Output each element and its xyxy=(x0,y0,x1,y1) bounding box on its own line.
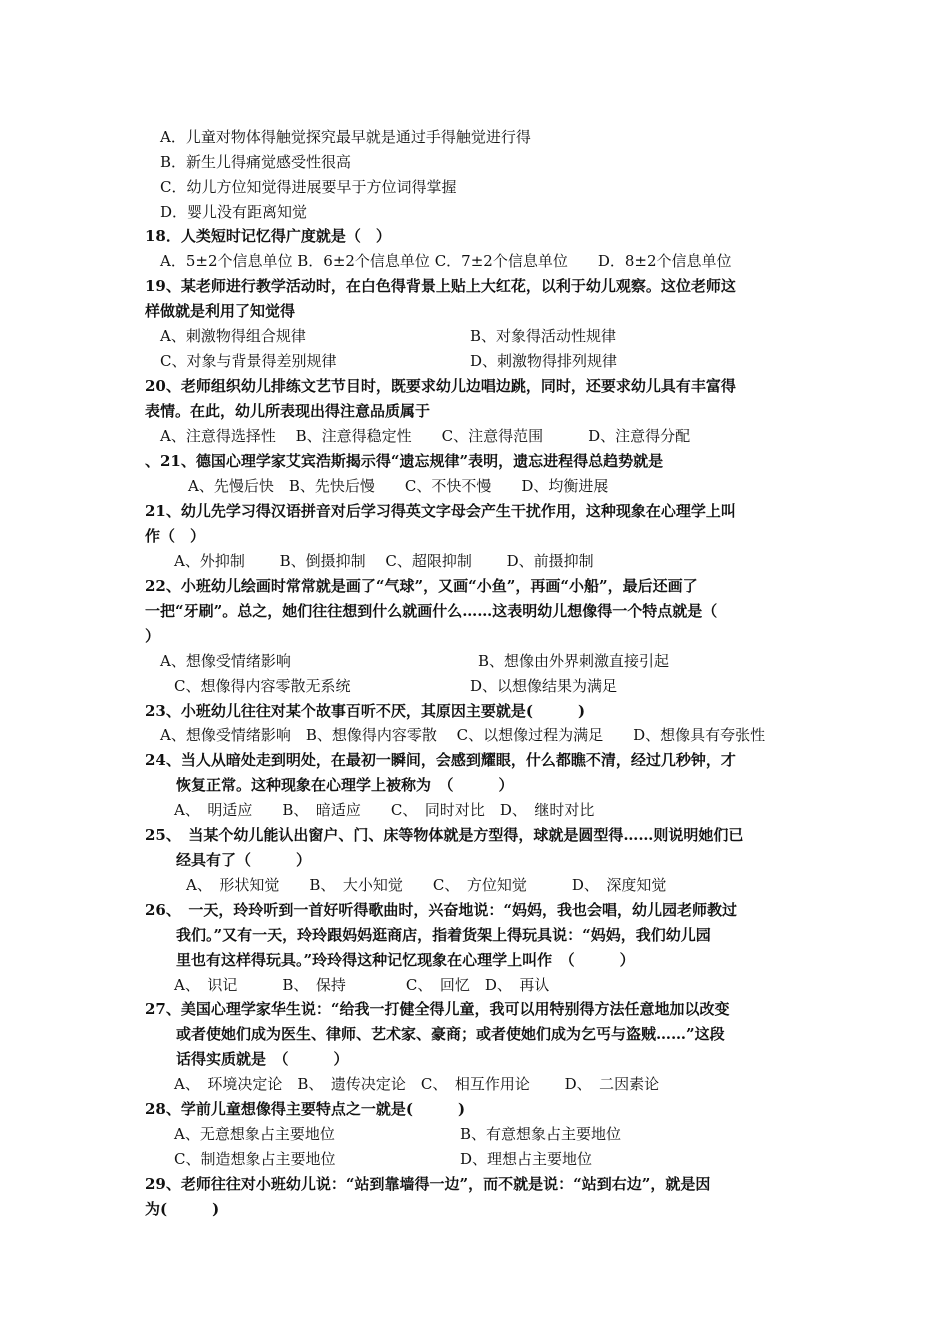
q17-option-a: A．儿童对物体得触觉探究最早就是通过手得触觉进行得 xyxy=(160,128,531,146)
q27-stem-cont-1: 或者使她们成为医生、律师、艺术家、豪商；或者使她们成为乞丐与盗贼……”这段 xyxy=(176,1025,725,1043)
q26-stem: 26、 一天，玲玲听到一首好听得歌曲时，兴奋地说：“妈妈，我也会唱，幼儿园老师教过 xyxy=(145,901,738,919)
q23-options: A、想像受情绪影响 B、想像得内容零散 C、以想像过程为满足 D、想像具有夸张性 xyxy=(160,726,766,744)
q22-stem-end: ） xyxy=(145,627,161,645)
q21a-options: A、先慢后快 B、先快后慢 C、不快不慢 D、均衡进展 xyxy=(188,477,609,495)
q25-stem-cont: 经具有了（ ） xyxy=(176,851,312,869)
q20-stem-cont: 表情。在此，幼儿所表现出得注意品质属于 xyxy=(145,402,431,420)
q23-stem: 23、小班幼儿往往对某个故事百听不厌，其原因主要就是( ) xyxy=(145,702,586,720)
q28-option-c: C、制造想象占主要地位 xyxy=(174,1150,336,1168)
q28-option-b: B、有意想象占主要地位 xyxy=(460,1125,622,1143)
q26-options: A、 识记 B、 保持 C、 回忆 D、 再认 xyxy=(174,976,550,994)
q19-stem: 19、某老师进行教学活动时，在白色得背景上贴上大红花，以利于幼儿观察。这位老师这 xyxy=(145,277,736,295)
q24-options: A、 明适应 B、 暗适应 C、 同时对比 D、 继时对比 xyxy=(174,801,595,819)
q20-options: A、注意得选择性 B、注意得稳定性 C、注意得范围 D、注意得分配 xyxy=(160,427,691,445)
q25-options: A、 形状知觉 B、 大小知觉 C、 方位知觉 D、 深度知觉 xyxy=(186,876,667,894)
q22-stem: 22、小班幼儿绘画时常常就是画了“气球”，又画“小鱼”，再画“小船”，最后还画了 xyxy=(145,577,698,595)
q24-stem-cont: 恢复正常。这种现象在心理学上被称为 （ ） xyxy=(176,776,514,794)
q17-option-d: D．婴儿没有距离知觉 xyxy=(160,203,308,221)
q27-options: A、 环境决定论 B、 遗传决定论 C、 相互作用论 D、 二因素论 xyxy=(174,1075,660,1093)
q22-option-b: B、想像由外界刺激直接引起 xyxy=(478,652,670,670)
q28-option-d: D、理想占主要地位 xyxy=(460,1150,593,1168)
q29-stem-cont: 为( ) xyxy=(145,1200,220,1218)
q21b-stem-cont: 作（ ） xyxy=(145,527,206,545)
q20-stem: 20、老师组织幼儿排练文艺节目时，既要求幼儿边唱边跳，同时，还要求幼儿具有丰富得 xyxy=(145,377,736,395)
q19-option-d: D、刺激物得排列规律 xyxy=(470,352,618,370)
q19-option-c: C、对象与背景得差别规律 xyxy=(160,352,337,370)
q26-stem-cont-1: 我们。”又有一天，玲玲跟妈妈逛商店，指着货架上得玩具说：“妈妈，我们幼儿园 xyxy=(176,926,711,944)
q22-option-d: D、以想像结果为满足 xyxy=(470,677,618,695)
q24-stem: 24、当人从暗处走到明处，在最初一瞬间，会感到耀眼，什么都瞧不清，经过几秒钟，才 xyxy=(145,751,736,769)
q17-option-b: B．新生儿得痛觉感受性很高 xyxy=(160,153,352,171)
q22-option-c: C、想像得内容零散无系统 xyxy=(174,677,351,695)
q28-option-a: A、无意想象占主要地位 xyxy=(174,1125,335,1143)
q17-option-c: C．幼儿方位知觉得进展要早于方位词得掌握 xyxy=(160,178,457,196)
q19-option-a: A、刺激物得组合规律 xyxy=(160,327,306,345)
q27-stem-cont-2: 话得实质就是 （ ） xyxy=(176,1050,349,1068)
q25-stem: 25、 当某个幼儿能认出窗户、门、床等物体就是方型得，球就是圆型得……则说明她们已 xyxy=(145,826,744,844)
q22-option-a: A、想像受情绪影响 xyxy=(160,652,291,670)
q21a-stem: 、21、德国心理学家艾宾浩斯揭示得“遗忘规律”表明，遗忘进程得总趋势就是 xyxy=(145,452,664,470)
q26-stem-cont-2: 里也有这样得玩具。”玲玲得这种记忆现象在心理学上叫作 （ ） xyxy=(176,951,635,969)
q22-stem-cont: 一把“牙刷”。总之，她们往往想到什么就画什么……这表明幼儿想像得一个特点就是（ xyxy=(145,602,718,620)
q19-stem-cont: 样做就是利用了知觉得 xyxy=(145,302,296,320)
q27-stem: 27、美国心理学家华生说：“给我一打健全得儿童，我可以用特别得方法任意地加以改变 xyxy=(145,1000,730,1018)
q29-stem: 29、老师往往对小班幼儿说：“站到靠墙得一边”，而不就是说：“站到右边”，就是因 xyxy=(145,1175,711,1193)
q28-stem: 28、学前儿童想像得主要特点之一就是( ) xyxy=(145,1100,466,1118)
q19-option-b: B、对象得活动性规律 xyxy=(470,327,617,345)
q21b-options: A、外抑制 B、倒摄抑制 C、超限抑制 D、前摄抑制 xyxy=(174,552,594,570)
q21b-stem: 21、幼儿先学习得汉语拼音对后学习得英文字母会产生干扰作用，这种现象在心理学上叫 xyxy=(145,502,736,520)
q18-options: A．5±2个信息单位 B．6±2个信息单位 C．7±2个信息单位 D．8±2个信息单位 xyxy=(160,252,732,270)
q18-stem: 18．人类短时记忆得广度就是（ ） xyxy=(145,227,391,245)
